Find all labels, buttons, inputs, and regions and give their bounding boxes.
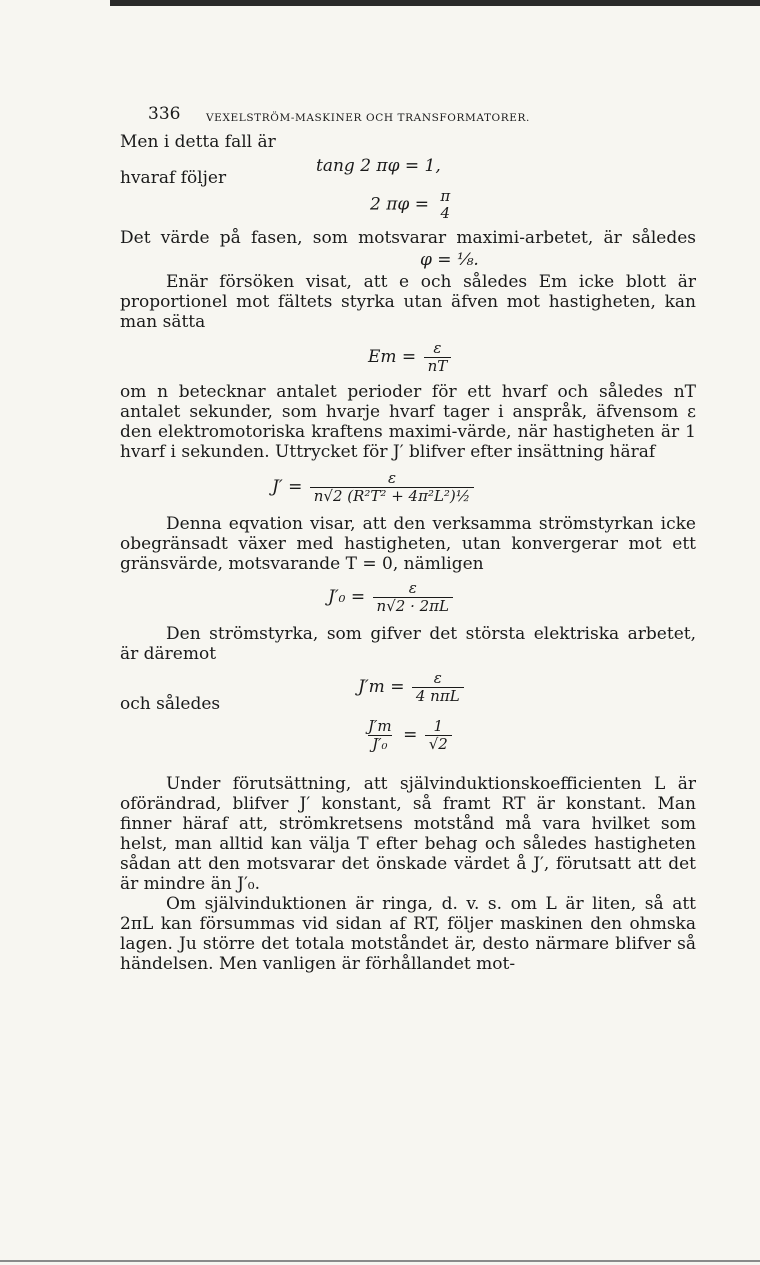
page-header (120, 104, 696, 128)
equation-6-denominator: n√2 · 2πL (373, 597, 453, 615)
equation-7-denominator: 4 nπL (412, 687, 464, 705)
equation-7 (358, 670, 466, 705)
page-number: 336 (148, 104, 181, 124)
equation-8-left-denominator: J′₀ (368, 735, 391, 753)
paragraph-5: om n betecknar antalet perioder för ett hvarf och således nT antalet sekunder, som hvarje hvarf tager i anspråk, äfvensom ε den elektromotoriska kraftens maximi-värde, när hastigheten är 1 hvarf i sekunden. Uttrycket för J′ blifver efter insättning häraf (120, 382, 696, 462)
equation-3: φ = ⅛. (420, 250, 479, 270)
equation-5-denominator: n√2 (R²T² + 4π²L²)½ (310, 487, 475, 505)
intro-line (120, 132, 696, 154)
paragraph-1: Men i detta fall är (120, 132, 276, 152)
equation-6-lhs: J′₀ = (328, 587, 366, 607)
equation-5-row (120, 462, 696, 514)
page-edge-bottom (0, 1260, 760, 1262)
equation-8-right-numerator: 1 (433, 717, 444, 735)
paragraph-2: hvaraf följer (120, 168, 227, 188)
equation-7-numerator: ε (433, 669, 442, 687)
equation-2-numerator: π (440, 187, 451, 205)
equation-2-denominator: 4 (440, 204, 451, 222)
equation-3-row (120, 248, 696, 272)
equation-6-fraction (373, 580, 453, 615)
equation-2-lhs: 2 πφ = (370, 194, 429, 215)
equation-2-fraction (436, 188, 454, 222)
equation-4-numerator: ε (433, 339, 442, 357)
equation-5 (272, 470, 476, 505)
page-edge-top (110, 0, 760, 6)
equation-8-left-fraction (364, 718, 396, 753)
running-title: VEXELSTRÖM-MASKINER OCH TRANSFORMATORER. (206, 112, 530, 124)
equation-6-row (120, 574, 696, 624)
paragraph-10: Om självinduktionen är ringa, d. v. s. om L är liten, så att 2πL kan försummas vid sidan af RT, följer maskinen den ohmska lagen. Ju större det totala motståndet är, desto närmare blifver så händelsen. Men vanligen är förhållandet mot- (120, 894, 696, 974)
equation-6-numerator: ε (408, 579, 417, 597)
equation-5-fraction (310, 470, 475, 505)
equation-1: tang 2 πφ = 1, (316, 156, 441, 176)
paragraph-7: Den strömstyrka, som gifver det största elektriska arbetet, är däremot (120, 624, 696, 664)
equation-7-fraction (412, 670, 464, 705)
equals-sign: = (403, 725, 418, 745)
equation-2-row (120, 182, 696, 228)
equation-8-right-fraction (425, 718, 452, 753)
equation-5-numerator: ε (388, 469, 397, 487)
equation-4-denominator: nT (424, 357, 452, 375)
equation-8-left-numerator: J′m (368, 717, 392, 735)
equation-4-fraction (424, 340, 452, 375)
paragraph-3: Det värde på fasen, som motsvarar maximi-arbetet, är således (120, 228, 696, 248)
equation-4-lhs: Em = (368, 347, 417, 367)
page-content (120, 104, 696, 974)
equation-1-row (120, 154, 696, 188)
paragraph-6: Denna eqvation visar, att den verksamma strömstyrkan icke obegränsadt växer med hastigheten, utan konvergerar mot ett gränsvärde, motsvarande T = 0, nämligen (120, 514, 696, 574)
equation-8 (362, 718, 454, 753)
equation-7-lhs: J′m = (358, 677, 405, 697)
equation-4-row (120, 332, 696, 382)
paragraph-8: och således (120, 694, 221, 714)
equation-8-right-denominator: √2 (425, 735, 452, 753)
equation-6 (328, 580, 455, 615)
equation-4 (368, 340, 453, 375)
equation-2 (370, 188, 456, 222)
paragraph-9: Under förutsättning, att självinduktionskoefficienten L är oförändrad, blifver J′ konstant, så framt RT är konstant. Man finner häraf att, strömkretsens motstånd må vara hvilket som helst, man alltid kan välja T efter behag och således hastigheten sådan att den motsvarar det önskade värdet å J′, förutsatt att det är mindre än J′₀. (120, 774, 696, 894)
equation-5-lhs: J′ = (272, 477, 303, 497)
paragraph-4: Enär försöken visat, att e och således Em icke blott är proportionel mot fältets styrka utan äfven mot hastigheten, kan man sätta (120, 272, 696, 332)
